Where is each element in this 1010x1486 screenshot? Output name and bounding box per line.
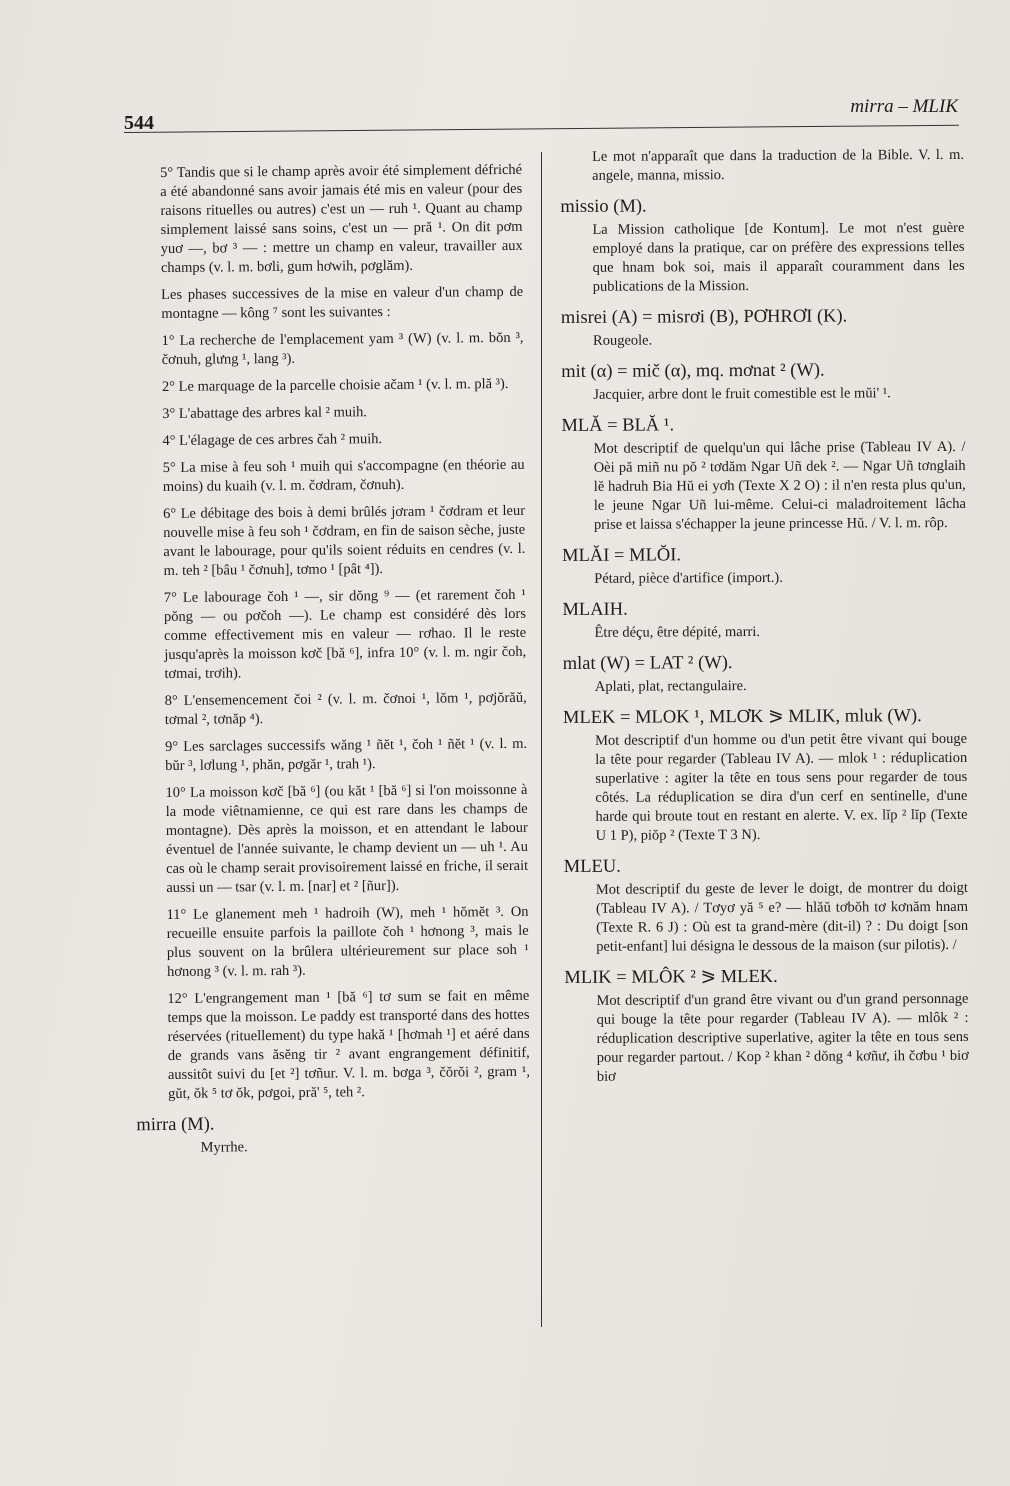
column-divider bbox=[541, 152, 542, 1327]
page-number: 544 bbox=[124, 112, 154, 134]
paragraph: 10° La moisson kơč [bă ⁶] (ou kăt ¹ [bă ⁶] si l'on moissonne à la mode viêtnamienne, ce qui est rare dans les champs de montagne). Dès après la moisson, et en attendant le labour éventuel de l'année suivante, le champ devient un — uh ¹. Au cas où le champ serait provisoirement laissé en friche, il serait aussi un — tsar (v. l. m. [nar] et ² [ñur]). bbox=[165, 781, 529, 896]
right-column bbox=[560, 146, 969, 1091]
paragraph: Le mot n'apparaît que dans la traduction de la Bible. V. l. m. angele, manna, missio. bbox=[592, 146, 965, 184]
left-column bbox=[136, 161, 531, 1158]
paragraph: 4° L'élagage de ces arbres čah ² muih. bbox=[162, 431, 383, 449]
running-head: mirra – MLIK bbox=[850, 96, 958, 117]
definition: Myrrhe. bbox=[200, 1139, 248, 1156]
headword: MLEK = MLOK ¹, MLƠK ⪖ MLIK, mluk (W). bbox=[562, 706, 922, 728]
header-rule bbox=[124, 125, 959, 133]
paragraph: Les phases successives de la mise en valeur d'un champ de montagne — kông ⁷ sont les suivantes : bbox=[161, 283, 524, 322]
paragraph: 9° Les sarclages successifs wăng ¹ ñĕt ¹, čoh ¹ ñĕt ¹ (v. l. m. bŭr ³, lơlung ¹, phăn, pơgăr ¹, trah ¹). bbox=[165, 735, 528, 774]
definition: Pétard, pièce d'artifice (import.). bbox=[594, 569, 783, 587]
headword: MLEU. bbox=[563, 856, 621, 877]
definition: Mot descriptif du geste de lever le doigt, de montrer du doigt (Tableau IV A). / Tơyơ yă ⁵ e? — hlăŭ tơbŏh tơ kơnăm hnam (Texte R. 6 J) : Où est ta grand-mère (dit-il) ? : Du doigt [son petit-enfant] lui désigna le dessous de la maison (sur pilotis). / bbox=[595, 879, 969, 955]
definition: Être déçu, être dépité, marri. bbox=[594, 623, 761, 641]
definition: La Mission catholique [de Kontum]. Le mot n'est guère employé dans la pratique, car on préfère des expressions telles que hnam bok soi, mais il apparaît couramment dans les publications de la Mission. bbox=[592, 219, 965, 295]
paragraph: 12° L'engrangement man ¹ [bă ⁶] tơ sum se fait en même temps que la moisson. Le paddy est transporté dans des hottes réservées (rituellement) du type hakă ¹ [hơmah ¹] et aéré dans de grands vans ăsĕng tir ² avant engrangement définitif, aussitôt suivi du [et ²] tơñur. V. l. m. bơga ³, čŏrŏi ², gram ¹, gŭt, ŏk ⁵ tơ ŏk, pơgoi, pră' ⁵, teh ². bbox=[167, 987, 531, 1102]
headword: MLAIH. bbox=[562, 599, 628, 620]
headword: MLĂI = MLŎI. bbox=[562, 545, 682, 566]
headword: MLĂ = BLĂ ¹. bbox=[561, 415, 675, 436]
definition: Aplati, plat, rectangulaire. bbox=[594, 678, 747, 695]
headword: MLIK = MLÔK ² ⪖ MLEK. bbox=[564, 966, 778, 988]
headword: mlat (W) = LAT ² (W). bbox=[562, 653, 733, 674]
definition: Rougeole. bbox=[592, 332, 653, 349]
definition: Mot descriptif d'un homme ou d'un petit être vivant qui bouge la tête pour regarder (Tableau IV A). — mlok ¹ : réduplication superlative : agiter la tête en tous sens pour regarder de tous côtés. La réduplication se dira d'un cerf en sentinelle, d'une harde qui broute tout en restant en alerte. V. ex. lĭp ² lĭp (Texte U 1 P), piŏp ² (Texte T 3 N). bbox=[595, 730, 968, 844]
definition: Mot descriptif de quelqu'un qui lâche prise (Tableau IV A). / Oèi pă miñ nu pŏ ² tơdăm Ngar Uñ dek ². — Ngar Uñ tơnglaih lĕ hadruh Bia Hŭ ei yơh (Texte X 2 O) : il n'en resta plus qu'un, le jeune Ngar Uñ lui-même. Celui-ci maladroitement lâcha prise et laissa s'échapper la jeune princesse Hŭ. / V. l. m. rôp. bbox=[593, 438, 966, 533]
headword: mirra (M). bbox=[136, 1114, 215, 1136]
paragraph: 2° Le marquage de la parcelle choisie ačam ¹ (v. l. m. plă ³). bbox=[161, 375, 509, 395]
headword: mit (α) = mič (α), mq. mơnat ² (W). bbox=[561, 360, 825, 382]
paragraph: 1° La recherche de l'emplacement yam ³ (W) (v. l. m. bŏn ³, čơnuh, glưng ¹, lang ³). bbox=[161, 329, 524, 368]
definition: Jacquier, arbre dont le fruit comestible est le mŭi' ¹. bbox=[593, 385, 891, 403]
paragraph: 5° Tandis que si le champ après avoir été simplement défriché a été abandonné sans avoir jamais été mis en valeur (pour des raisons rituelles ou autres) c'est un — ruh ¹. Quant au champ simplement laissé sans soins, c'est un — pră ¹. On dit pơm yuơ —, bơ ³ — : mettre un champ en valeur, travailler aux champs (v. l. m. bơli, gum hơwih, pơglăm). bbox=[160, 161, 523, 276]
paragraph: 3° L'abattage des arbres kal ² muih. bbox=[162, 404, 368, 422]
paragraph: 5° La mise à feu soh ¹ muih qui s'accompagne (en théorie au moins) du kuaih (v. l. m. čơdram, čơnuh). bbox=[162, 456, 525, 495]
headword: misrei (A) = misrơi (B), PƠHRƠI (K). bbox=[560, 306, 848, 328]
headword: missio (M). bbox=[560, 196, 647, 217]
paragraph: 11° Le glanement meh ¹ hadroih (W), meh ¹ hŏmĕt ³. On recueille ensuite parfois la paillote čoh ¹ hơnong ³, mais le plus souvent on la brûlera ultérieurement sur place soh ¹ hơnong ³ (v. l. m. rah ³). bbox=[166, 903, 529, 980]
paragraph: 7° Le labourage čoh ¹ —, sir dŏng ⁹ — (et rarement čoh ¹ pŏng — ou pơčoh —). Le champ est considéré dès lors comme effectivement mis en valeur — rơhao. Il le reste jusqu'après la moisson kơč [bă ⁶], infra 10° (v. l. m. ngir čoh, tơmai, trơih). bbox=[163, 586, 527, 682]
paragraph: 6° Le débitage des bois à demi brûlés jơram ¹ čơdram et leur nouvelle mise à feu soh ¹ čơdram, en fin de saison sèche, juste avant le labourage, pour qu'ils soient réduits en cendres (v. l. m. teh ² [bâu ¹ čơnuh], tơmo ¹ [pât ⁴]). bbox=[162, 502, 526, 579]
paragraph: 8° L'ensemencement čoi ² (v. l. m. čơnoi ¹, lŏm ¹, pơjŏrăŭ, tơmal ², tơnăp ⁴). bbox=[164, 689, 527, 728]
definition: Mot descriptif d'un grand être vivant ou d'un grand personnage qui bouge la tête pour regarder (Tableau IV A). — mlôk ² : réduplication descriptive superlative, agiter la tête en tous sens pour regarder partout. / Kop ² khan ² dŏng ⁴ kơñư, ih čơbu ¹ biơ biơ bbox=[596, 990, 969, 1085]
